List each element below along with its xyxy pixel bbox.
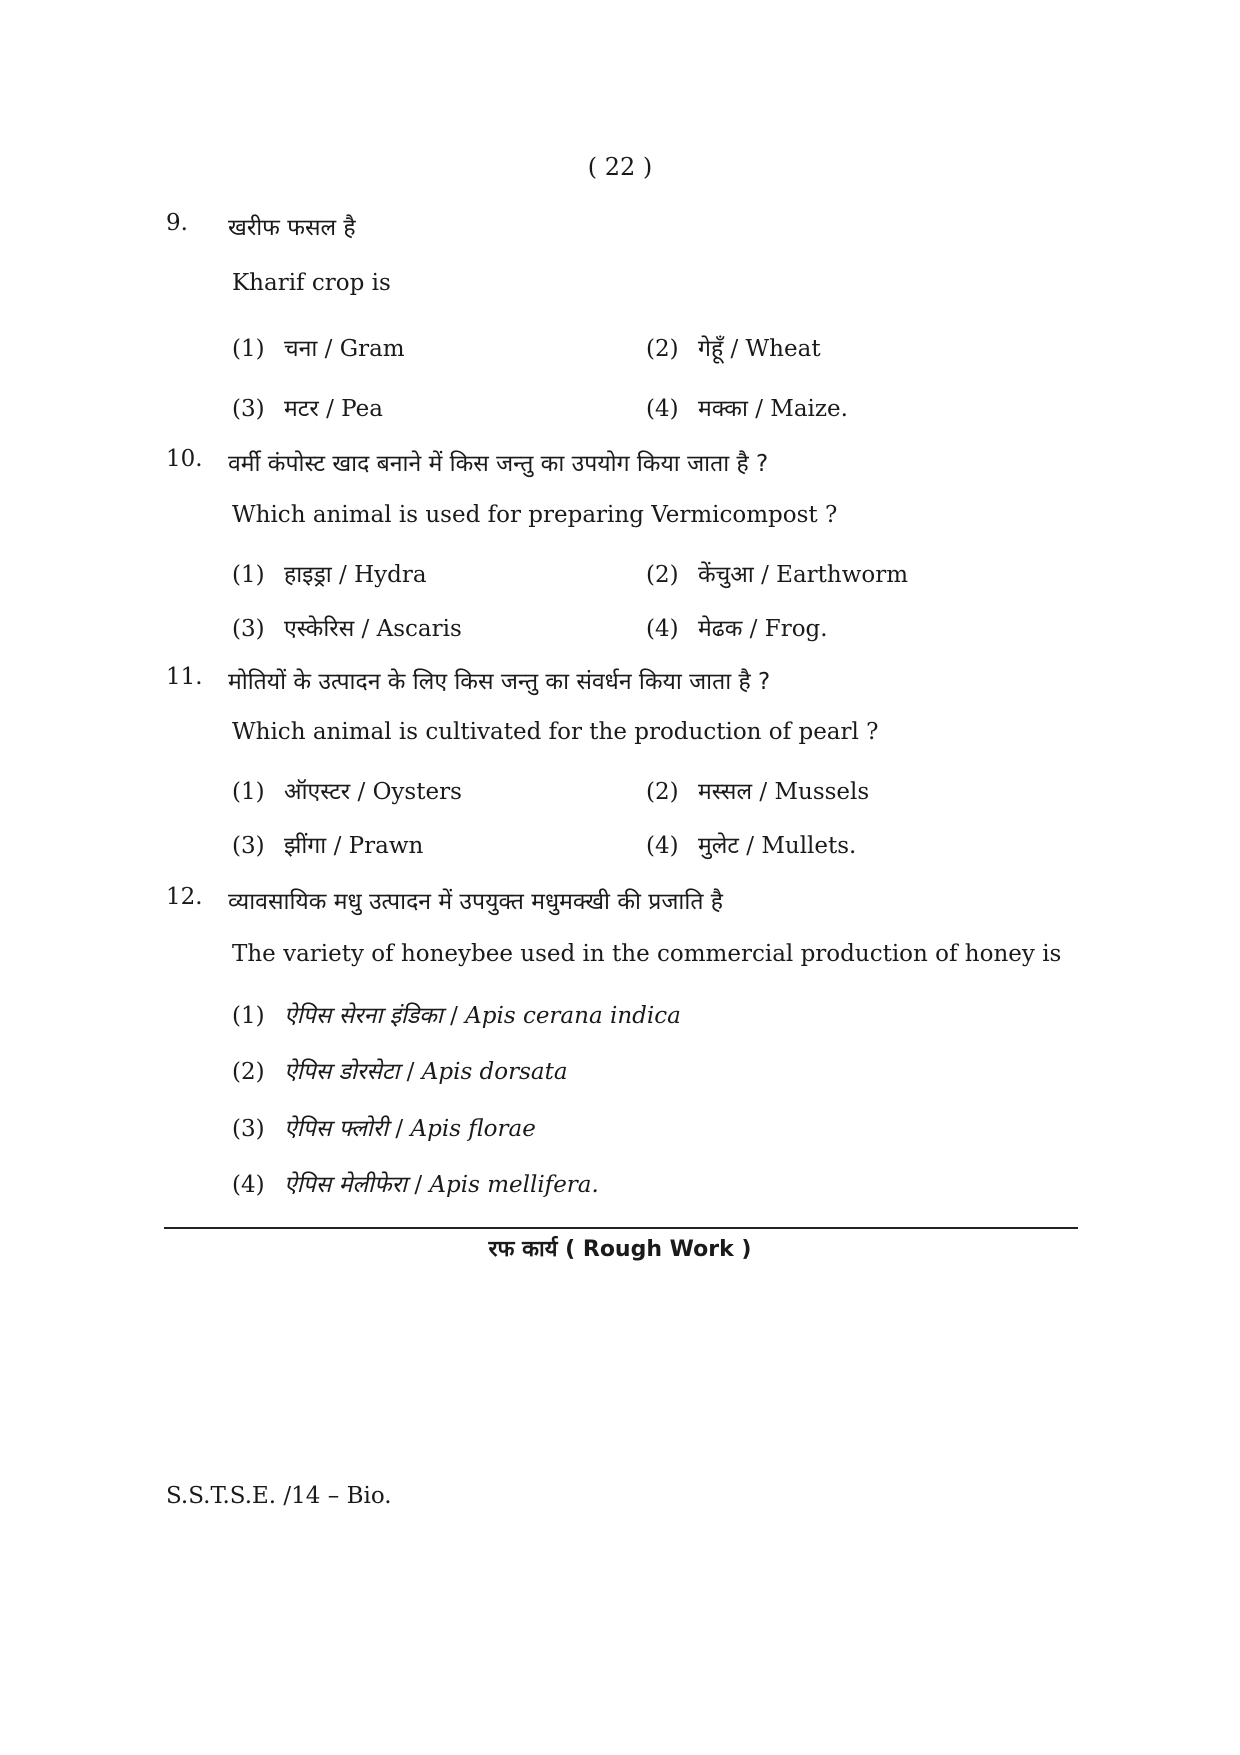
option-number: (4) [646, 616, 679, 642]
option-number: (4) [646, 833, 679, 859]
option-english: Apis cerana indica [465, 1003, 681, 1029]
option-separator: / [753, 562, 777, 588]
section-divider [164, 1227, 1078, 1229]
option-separator: / [738, 833, 762, 859]
option-english: Apis dorsata [421, 1059, 568, 1085]
option-separator: / [326, 833, 349, 859]
option-number: (2) [646, 562, 679, 588]
option-hindi: मुलेट [698, 833, 739, 859]
option-english: Apis mellifera. [429, 1172, 599, 1198]
option-separator: / [442, 1003, 466, 1029]
question-9-option-3 [232, 391, 383, 423]
option-hindi: झींगा [284, 833, 327, 859]
question-9-option-2 [646, 331, 821, 363]
paper-code-footer: S.S.T.S.E. /14 – Bio. [166, 1483, 392, 1509]
option-separator: / [354, 616, 377, 642]
question-10-option-1 [232, 557, 427, 589]
option-english: Maize. [770, 396, 848, 422]
option-english: Oysters [372, 779, 462, 805]
question-10-number: 10. [166, 446, 203, 472]
option-english: Ascaris [376, 616, 462, 642]
option-number: (1) [232, 1003, 265, 1029]
option-separator: / [331, 562, 355, 588]
question-10-hindi: वर्मी कंपोस्ट खाद बनाने में किस जन्तु का उपयोग किया जाता है ? [228, 451, 769, 477]
option-hindi: ऐपिस मेलीफेरा [284, 1172, 408, 1198]
question-12-option-2 [232, 1054, 568, 1086]
option-number: (1) [232, 336, 265, 362]
question-12-number: 12. [166, 884, 203, 910]
option-hindi: केंचुआ [698, 562, 754, 588]
option-number: (3) [232, 616, 265, 642]
question-12-option-4 [232, 1167, 599, 1199]
option-hindi: हाइड्रा [284, 562, 332, 588]
option-separator: / [407, 1172, 430, 1198]
option-hindi: मस्सल [698, 779, 753, 805]
option-hindi: मेढक [698, 616, 743, 642]
option-separator: / [317, 336, 340, 362]
option-number: (2) [232, 1059, 265, 1085]
option-hindi: ऐपिस फ्लोरी [284, 1116, 389, 1142]
option-separator: / [318, 396, 342, 422]
option-english: Wheat [745, 336, 821, 362]
question-12-option-1 [232, 998, 681, 1030]
question-10-option-4 [646, 611, 828, 643]
question-11-option-4 [646, 828, 856, 860]
option-number: (3) [232, 833, 265, 859]
question-10-english: Which animal is used for preparing Vermicompost ? [232, 502, 838, 528]
option-hindi: ऑएस्टर [284, 779, 351, 805]
option-number: (4) [646, 396, 679, 422]
option-number: (3) [232, 1116, 265, 1142]
question-9-option-1 [232, 331, 405, 363]
option-hindi: मक्का [698, 396, 748, 422]
option-english: Apis florae [410, 1116, 536, 1142]
option-number: (3) [232, 396, 265, 422]
option-separator: / [723, 336, 746, 362]
option-english: Gram [339, 336, 405, 362]
option-number: (2) [646, 336, 679, 362]
question-12-hindi: व्यावसायिक मधु उत्पादन में उपयुक्त मधुमक्खी की प्रजाति है [228, 889, 723, 915]
option-english: Hydra [354, 562, 427, 588]
option-english: Prawn [348, 833, 424, 859]
option-number: (2) [646, 779, 679, 805]
option-english: Pea [341, 396, 383, 422]
question-12-english: The variety of honeybee used in the commercial production of honey is [232, 941, 1062, 967]
question-11-hindi: मोतियों के उत्पादन के लिए किस जन्तु का संवर्धन किया जाता है ? [228, 669, 771, 695]
option-english: Earthworm [776, 562, 909, 588]
page-number: ( 22 ) [587, 153, 653, 181]
option-separator: / [742, 616, 765, 642]
option-separator: / [350, 779, 373, 805]
option-number: (1) [232, 779, 265, 805]
option-separator: / [752, 779, 775, 805]
question-10-option-2 [646, 557, 908, 589]
option-separator: / [399, 1059, 422, 1085]
question-11-option-3 [232, 828, 423, 860]
option-separator: / [388, 1116, 411, 1142]
option-hindi: मटर [284, 396, 319, 422]
question-11-option-2 [646, 774, 869, 806]
question-9-hindi: खरीफ फसल है [228, 215, 356, 241]
option-english: Mussels [774, 779, 870, 805]
question-9-number: 9. [166, 210, 188, 236]
option-separator: / [747, 396, 771, 422]
option-english: Frog. [764, 616, 828, 642]
question-11-number: 11. [166, 664, 203, 690]
question-9-english: Kharif crop is [232, 270, 391, 296]
option-hindi: गेहूँ [698, 336, 724, 362]
question-11-option-1 [232, 774, 462, 806]
option-number: (1) [232, 562, 265, 588]
option-hindi: ऐपिस डोरसेटा [284, 1059, 400, 1085]
question-12-option-3 [232, 1111, 536, 1143]
option-english: Mullets. [761, 833, 857, 859]
option-hindi: ऐपिस सेरना इंडिका [284, 1003, 443, 1029]
question-11-english: Which animal is cultivated for the production of pearl ? [232, 719, 879, 745]
rough-work-heading: रफ कार्य ( Rough Work ) [488, 1237, 752, 1262]
option-number: (4) [232, 1172, 265, 1198]
question-10-option-3 [232, 611, 462, 643]
question-9-option-4 [646, 391, 848, 423]
option-hindi: एस्केरिस [284, 616, 355, 642]
option-hindi: चना [284, 336, 318, 362]
